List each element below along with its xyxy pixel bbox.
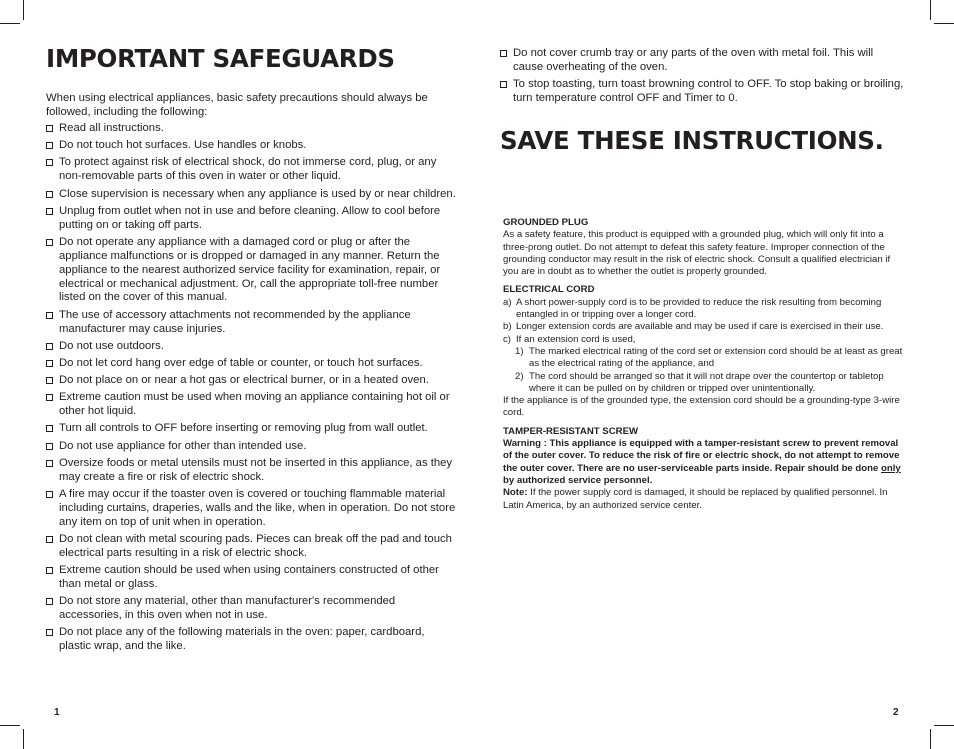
checkbox-icon (46, 312, 53, 319)
safeguard-text: Close supervision is necessary when any appliance is used by or near children. (59, 187, 456, 200)
cord-item-b (503, 321, 905, 333)
crop-mark (23, 0, 24, 20)
list-item-text: A short power-supply cord is to be provided to reduce the risk resulting from becoming entangled in or tripping over a longer cord. (516, 296, 882, 321)
note-paragraph (503, 487, 905, 512)
safeguards-list (46, 122, 458, 657)
note-text: If the power supply cord is damaged, it should be replaced by qualified personnel. In Latin America, by an authorized service center. (503, 487, 888, 511)
list-marker: 1) (515, 345, 524, 357)
checkbox-icon (46, 629, 53, 636)
safeguard-item (46, 188, 458, 202)
safeguard-item (46, 440, 458, 454)
safeguard-text: Extreme caution must be used when moving an appliance containing hot oil or other hot liquid. (59, 391, 450, 418)
cord-item-a (503, 297, 905, 322)
list-item-text: Longer extension cords are available and may be used if care is exercised in their use. (516, 321, 884, 333)
electrical-cord-heading: ELECTRICAL CORD (503, 284, 595, 296)
checkbox-icon (46, 159, 53, 166)
safeguard-item (46, 626, 458, 654)
tamper-screw-warning (503, 438, 905, 487)
left-page (46, 0, 458, 749)
warning-emphasis: only (881, 462, 901, 474)
checkbox-icon (46, 425, 53, 432)
crop-mark (23, 729, 24, 749)
list-marker: b) (503, 321, 512, 333)
safeguard-text: Do not place on or near a hot gas or electrical burner, or in a heated oven. (59, 374, 429, 387)
list-marker: a) (503, 296, 512, 308)
list-item-text: The cord should be arranged so that it will not drape over the countertop or tabletop where it can be pulled on by children or tripped over unintentionally. (529, 370, 884, 394)
save-instructions-title: SAVE THESE INSTRUCTIONS. (500, 126, 884, 155)
crop-mark (930, 729, 931, 749)
grounded-type-note: If the appliance is of the grounded type, the extension cord should be a grounding-type 3-wire cord. (503, 395, 900, 419)
safeguard-text: To protect against risk of electrical shock, do not immerse cord, plug, or any non-removable parts of this oven in water or other liquid. (59, 156, 437, 183)
list-marker: c) (503, 333, 511, 345)
safeguard-text: Do not store any material, other than manufacturer's recommended accessories, in this oven when not in use. (59, 595, 396, 622)
intro-paragraph: When using electrical appliances, basic safety precautions should always be followed, including the following: (46, 92, 428, 118)
safeguard-item (500, 47, 906, 75)
checkbox-icon (500, 50, 507, 57)
safeguard-text: The use of accessory attachments not recommended by the appliance manufacturer may cause injuries. (59, 308, 411, 335)
safeguard-item (46, 391, 458, 419)
safeguard-text: Do not clean with metal scouring pads. Pieces can break off the pad and touch electrical parts resulting in a risk of electric shock. (59, 533, 452, 559)
safeguard-item (46, 357, 458, 371)
cord-item-c1 (503, 346, 905, 371)
grounded-plug-heading: GROUNDED PLUG (503, 217, 589, 228)
safeguard-item (500, 78, 906, 106)
safeguard-text: Extreme caution should be used when using containers constructed of other than metal or glass. (59, 564, 439, 591)
list-item-text: The marked electrical rating of the cord set or extension cord should be at least as great as the electrical rating of the appliance, and (529, 345, 903, 370)
crop-mark (0, 725, 20, 726)
page-number-left: 1 (54, 707, 60, 718)
safeguard-text: Unplug from outlet when not in use and before cleaning. Allow to cool before putting on or taking off parts. (59, 204, 441, 231)
page-title: IMPORTANT SAFEGUARDS (46, 44, 395, 73)
safeguard-item (46, 374, 458, 388)
checkbox-icon (46, 142, 53, 149)
crop-mark (934, 725, 954, 726)
note-label: Note: (503, 487, 528, 499)
safeguard-item (46, 533, 458, 561)
safeguard-item (46, 139, 458, 153)
safeguard-text: Read all instructions. (59, 122, 164, 134)
cord-item-c (503, 334, 905, 346)
checkbox-icon (46, 360, 53, 367)
right-page (500, 0, 906, 749)
safeguard-text: Do not place any of the following materials in the oven: paper, cardboard, plastic wrap, and the like. (59, 626, 425, 653)
checkbox-icon (46, 191, 53, 198)
crop-mark (930, 0, 931, 20)
safeguard-item (46, 564, 458, 592)
safeguard-item (46, 156, 458, 184)
safeguard-text: To stop toasting, turn toast browning control to OFF. To stop baking or broiling, turn temperature control OFF and Timer to 0. (513, 78, 904, 105)
checkbox-icon (46, 394, 53, 401)
safeguard-text: A fire may occur if the toaster oven is covered or touching flammable material including curtains, draperies, walls and the like, when in operation. Do not store any item on top of unit when in operation. (59, 488, 456, 528)
safeguard-text: Do not cover crumb tray or any parts of the oven with metal foil. This will cause overheating of the oven. (513, 47, 874, 73)
checkbox-icon (46, 598, 53, 605)
notes-section (503, 217, 905, 512)
safeguard-text: Do not use outdoors. (59, 339, 164, 352)
checkbox-icon (46, 377, 53, 384)
page-number-right: 2 (893, 707, 899, 718)
safeguard-text: Turn all controls to OFF before inserting or removing plug from wall outlet. (59, 422, 428, 435)
safeguard-item (46, 457, 458, 485)
checkbox-icon (46, 239, 53, 246)
safeguard-text: Do not touch hot surfaces. Use handles or knobs. (59, 139, 307, 152)
safeguard-item (46, 309, 458, 337)
crop-mark (0, 23, 20, 24)
warning-text: Warning : This appliance is equipped with a tamper-resistant screw to prevent removal of the outer cover. To reduce the risk of fire or electric shock, do not attempt to remove the outer cover. There are no user-serviceable parts inside. Repair should be done (503, 438, 900, 474)
safeguard-item (46, 122, 458, 136)
checkbox-icon (46, 343, 53, 350)
safeguard-text: Do not operate any appliance with a damaged cord or plug or after the appliance malfunctions or is dropped or damaged in any manner. Return the appliance to the nearest authorized service facility for examination, repair, or electrical or mechanical adjustment. Or, call the appropriate toll-free number listed on the cover of this manual. (59, 235, 441, 304)
safeguard-item (46, 488, 458, 530)
safeguard-item (46, 595, 458, 623)
safeguards-list-continued (500, 47, 906, 109)
checkbox-icon (46, 460, 53, 467)
checkbox-icon (46, 208, 53, 215)
safeguard-item (46, 205, 458, 233)
checkbox-icon (46, 491, 53, 498)
grounded-plug-text: As a safety feature, this product is equipped with a grounded plug, which will only fit into a three-prong outlet. Do not attempt to defeat this safety feature. Improper connection of the grounding conductor may result in the risk of electric shock. Consult a qualified electrician if you are in doubt as to whether the outlet is properly grounded. (503, 229, 891, 278)
checkbox-icon (500, 81, 507, 88)
checkbox-icon (46, 443, 53, 450)
list-item-text: If an extension cord is used, (516, 333, 636, 345)
safeguard-text: Do not let cord hang over edge of table or counter, or touch hot surfaces. (59, 356, 423, 369)
cord-item-c2 (503, 371, 905, 396)
safeguard-item (46, 236, 458, 306)
safeguard-text: Do not use appliance for other than intended use. (59, 439, 307, 452)
checkbox-icon (46, 567, 53, 574)
crop-mark (934, 23, 954, 24)
checkbox-icon (46, 125, 53, 132)
warning-text: by authorized service personnel. (503, 474, 653, 486)
tamper-screw-heading: TAMPER-RESISTANT SCREW (503, 425, 639, 437)
list-marker: 2) (515, 370, 524, 382)
safeguard-item (46, 422, 458, 436)
safeguard-text: Oversize foods or metal utensils must not be inserted in this appliance, as they may create a fire or risk of electric shock. (59, 456, 453, 483)
checkbox-icon (46, 536, 53, 543)
safeguard-item (46, 340, 458, 354)
